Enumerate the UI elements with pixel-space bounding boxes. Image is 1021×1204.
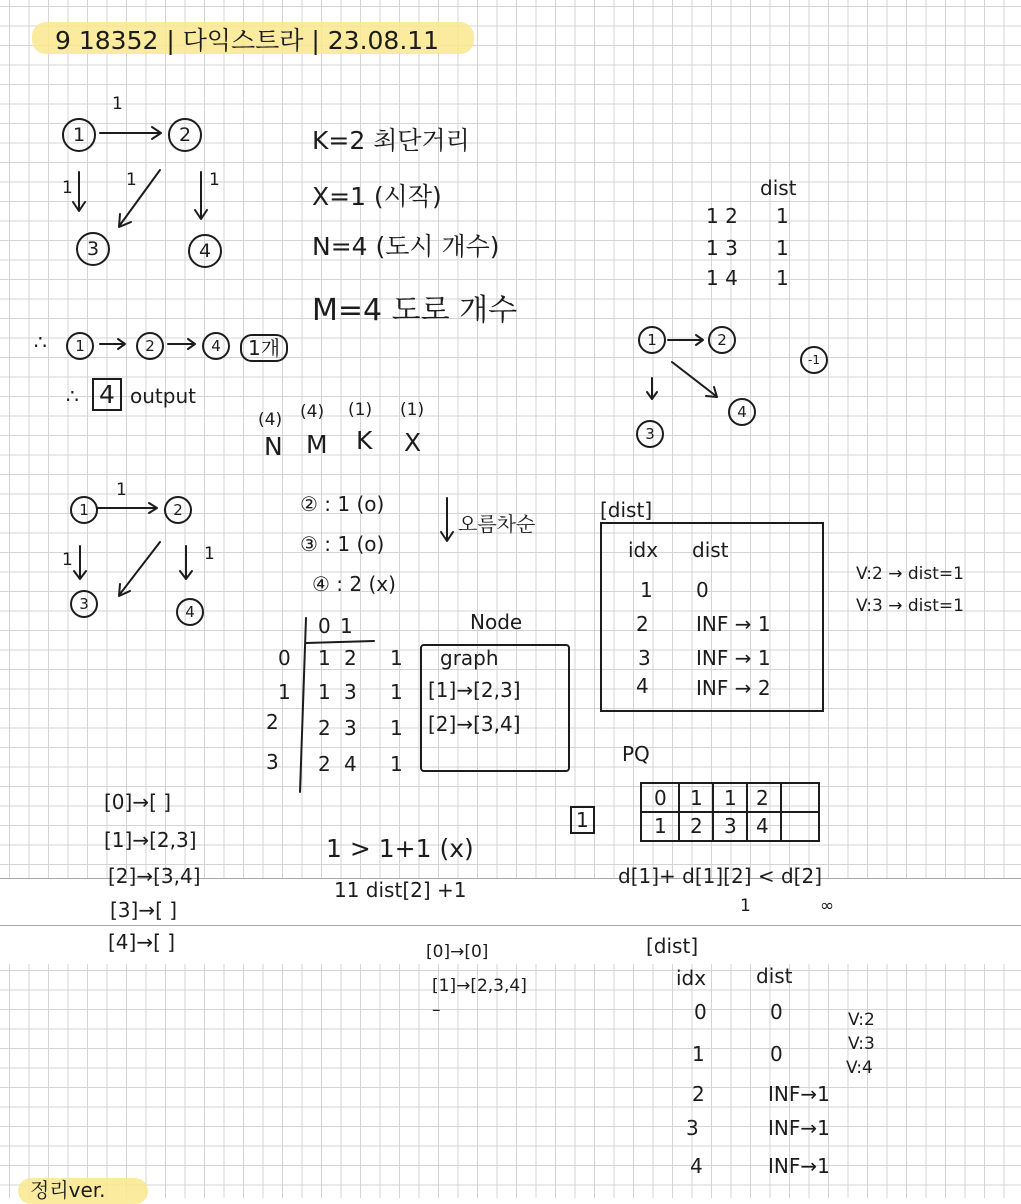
page2-col-dist: dist [756, 964, 793, 988]
output-box: 4 [92, 378, 122, 411]
page2-dist: 0 [770, 1000, 783, 1024]
table-cell: 1 [390, 646, 403, 670]
table-col-0: 0 [318, 614, 331, 638]
dist-idx: 1 [640, 578, 653, 602]
page2-graph-line: [0]→[0] [426, 942, 489, 962]
table-cell: 2 [318, 752, 331, 776]
table-cell: 2 [318, 716, 331, 740]
count-line: ④ : 2 (x) [312, 572, 396, 596]
page2-v-note: V:4 [846, 1058, 873, 1078]
input-name: N [264, 432, 283, 461]
page2-dist: INF→1 [768, 1154, 830, 1178]
edge-weight-label: 1 [62, 178, 73, 198]
adjacency-row: [4]→[ ] [108, 930, 176, 954]
table-cell: 1 [390, 752, 403, 776]
page2-v-note: V:2 [848, 1010, 875, 1030]
dist-idx: 3 [638, 646, 651, 670]
dist-value: 1 [776, 204, 789, 228]
edge-weight-label: 1 [209, 170, 220, 190]
dist-pair: 1 4 [706, 266, 738, 290]
pq-cell: 2 [690, 814, 703, 838]
edge-weight-label: 1 [116, 480, 127, 500]
adjacency-row: [0]→[ ] [104, 790, 172, 814]
page2-v-note: V:3 [848, 1034, 875, 1054]
input-value: (4) [258, 410, 283, 430]
adjacency-row: [1]→[2,3] [104, 828, 197, 852]
dist-pair: 1 3 [706, 236, 738, 260]
page2-col-idx: idx [676, 966, 707, 990]
dist-value: 1 [776, 266, 789, 290]
dist-col-dist: dist [692, 538, 729, 562]
table-cell: 3 [344, 680, 357, 704]
result-node-4: 4 [202, 332, 230, 360]
table-row-index: 0 [278, 646, 291, 670]
dist-val: INF → 2 [696, 676, 771, 700]
graph-node-2: 2 [164, 496, 192, 524]
graph-node-4: 4 [188, 234, 222, 268]
graph-node-3: 3 [76, 232, 110, 266]
page-title: 9 18352 | 다익스트라 | 23.08.11 [55, 26, 440, 55]
table-cell: 4 [344, 752, 357, 776]
pq-cell: 1 [654, 814, 667, 838]
page2-idx: 4 [690, 1154, 703, 1178]
pq-under: ∞ [820, 896, 835, 916]
param-n: N=4 (도시 개수) [312, 232, 500, 261]
adjacency-row: [3]→[ ] [110, 898, 178, 922]
graph-node-2: 2 [168, 118, 202, 152]
graph-node-2: 2 [708, 326, 736, 354]
dist-val: 0 [696, 578, 709, 602]
adjacency-row: [2]→[3,4] [108, 864, 201, 888]
table-row-index: 3 [266, 750, 279, 774]
table-cell: 1 [318, 680, 331, 704]
pq-cell: 1 [724, 786, 737, 810]
pq-cell: 1 [690, 786, 703, 810]
edge-weight-label: 1 [126, 170, 137, 190]
pq-formula: d[1]+ d[1][2] < d[2] [618, 864, 822, 888]
page2-idx: 2 [692, 1082, 705, 1106]
table-cell: 1 [390, 716, 403, 740]
graph-row: [2]→[3,4] [428, 712, 521, 736]
param-m: M=4 도로 개수 [312, 293, 518, 328]
graph-node-3: 3 [70, 590, 98, 618]
table-row-index: 1 [278, 680, 291, 704]
sort-note: 오름차순 [458, 512, 536, 536]
table-col-1: 1 [340, 614, 353, 638]
negative-node: -1 [800, 346, 828, 374]
param-x: X=1 (시작) [312, 182, 442, 211]
input-name: M [306, 430, 328, 459]
result-count: 1개 [240, 334, 288, 362]
page2-graph-line: – [432, 1000, 441, 1020]
graph-node-1: 1 [638, 326, 666, 354]
graph-node-1: 1 [70, 496, 98, 524]
result-node-2: 2 [136, 332, 164, 360]
result-node-1: 1 [66, 332, 94, 360]
footer-label: 정리ver. [30, 1178, 106, 1202]
node-label: Node [470, 610, 523, 634]
table-cell: 3 [344, 716, 357, 740]
edge-weight-label: 1 [62, 550, 73, 570]
pq-cell: 4 [756, 814, 769, 838]
input-value: (1) [400, 400, 425, 420]
table-cell: 1 [318, 646, 331, 670]
count-line: ② : 1 (o) [300, 492, 385, 516]
count-line: ③ : 1 (o) [300, 532, 385, 556]
table-cell: 1 [390, 680, 403, 704]
graph-row: [1]→[2,3] [428, 678, 521, 702]
dist-val: INF → 1 [696, 646, 771, 670]
table-cell: 2 [344, 646, 357, 670]
page2-dist: INF→1 [768, 1116, 830, 1140]
input-value: (4) [300, 402, 325, 422]
result-prefix: ∴ [66, 384, 79, 408]
input-name: K [356, 426, 373, 455]
page2-idx: 3 [686, 1116, 699, 1140]
page2-idx: 1 [692, 1042, 705, 1066]
graph-node-4: 4 [728, 398, 756, 426]
pq-cell: 3 [724, 814, 737, 838]
edge-weight-label: 1 [112, 94, 123, 114]
compare-line: 1 > 1+1 (x) [326, 834, 474, 863]
v-note: V:2 → dist=1 [856, 564, 964, 584]
graph-node-1: 1 [62, 118, 96, 152]
graph-label: graph [440, 646, 499, 670]
edge-weight-label: 1 [204, 544, 215, 564]
input-value: (1) [348, 400, 373, 420]
page2-dist: INF→1 [768, 1082, 830, 1106]
dist-idx: 4 [636, 674, 649, 698]
page2-idx: 0 [694, 1000, 707, 1024]
dist-pair: 1 2 [706, 204, 738, 228]
page2-graph-line: [1]→[2,3,4] [432, 976, 527, 996]
input-name: X [404, 428, 422, 457]
pq-under: 1 [740, 896, 751, 916]
pq-pointer: 1 [570, 806, 595, 834]
param-k: K=2 최단거리 [312, 126, 470, 155]
pq-box [640, 782, 820, 842]
page2-dist: 0 [770, 1042, 783, 1066]
output-label: output [130, 384, 196, 408]
page2-dist-title: [dist] [646, 934, 699, 958]
dist-val: INF → 1 [696, 612, 771, 636]
dist-idx: 2 [636, 612, 649, 636]
v-note: V:3 → dist=1 [856, 596, 964, 616]
pq-label: PQ [622, 742, 650, 766]
dist-table-title: [dist] [600, 498, 653, 522]
dist-value: 1 [776, 236, 789, 260]
compare-line: 11 dist[2] +1 [334, 878, 467, 902]
dist-header: dist [760, 176, 797, 200]
pq-cell: 0 [654, 786, 667, 810]
table-row-index: 2 [266, 710, 279, 734]
graph-node-4: 4 [176, 598, 204, 626]
pq-cell: 2 [756, 786, 769, 810]
dist-col-idx: idx [628, 538, 659, 562]
graph-node-3: 3 [636, 420, 664, 448]
result-prefix: ∴ [34, 330, 47, 354]
